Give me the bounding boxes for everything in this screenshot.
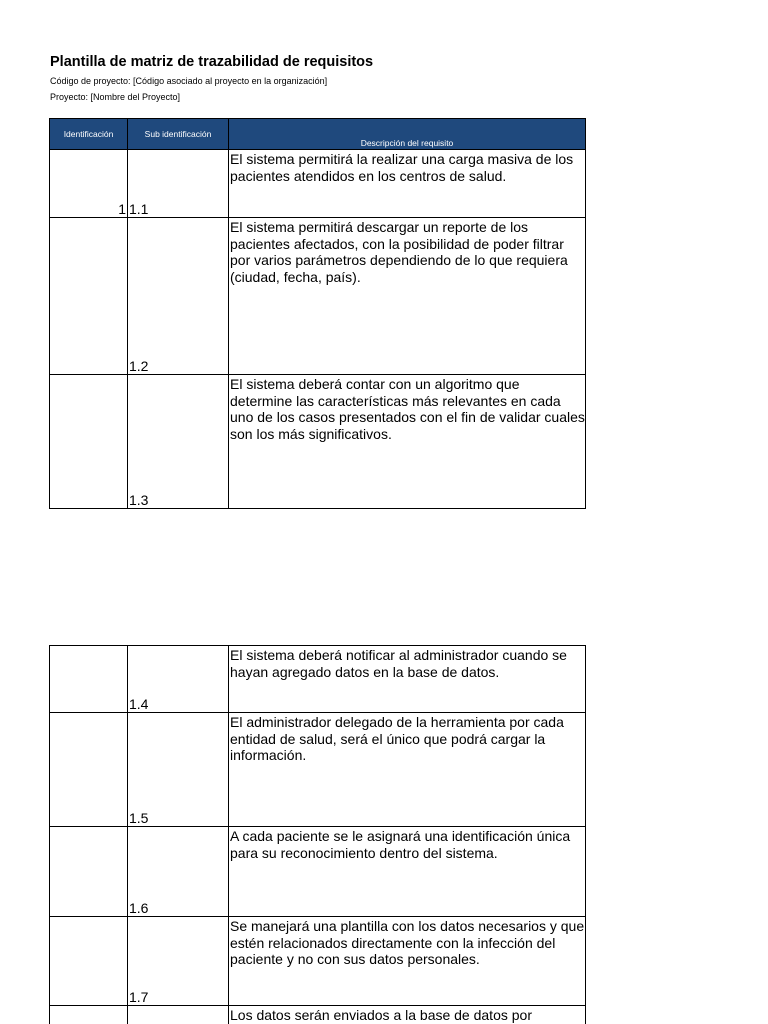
sub-id-value: 1.5 (129, 810, 149, 826)
description-cell: El administrador delegado de la herramienta por cada entidad de salud, será el único que podrá cargar la información. (229, 713, 586, 827)
sub-id-cell (128, 917, 229, 1006)
sub-id-value: 1.3 (129, 492, 149, 508)
sub-id-cell (128, 827, 229, 917)
table-row (50, 218, 586, 375)
sub-id-value: 1.7 (129, 989, 149, 1005)
description-cell: El sistema permitirá la realizar una carga masiva de los pacientes atendidos en los centros de salud. (229, 150, 586, 218)
column-header-id: Identificación (50, 119, 128, 150)
sub-id-value: 1.1 (129, 201, 149, 217)
description-cell: El sistema deberá notificar al administrador cuando se hayan agregado datos en la base de datos. (229, 646, 586, 713)
table-header-row (50, 119, 586, 150)
sub-id-cell (128, 646, 229, 713)
id-cell (50, 218, 128, 375)
column-header-sub-id: Sub identificación (128, 119, 229, 150)
description-cell: El sistema permitirá descargar un reporte de los pacientes afectados, con la posibilidad de poder filtrar por varios parámetros dependiendo de lo que requiera (ciudad, fecha, país). (229, 218, 586, 375)
sub-id-cell (128, 713, 229, 827)
table-row (50, 150, 586, 218)
id-cell (50, 150, 128, 218)
sub-id-cell (128, 218, 229, 375)
sub-id-cell (128, 150, 229, 218)
description-cell: Se manejará una plantilla con los datos necesarios y que estén relacionados directamente con la infección del paciente y no con sus datos personales. (229, 917, 586, 1006)
sub-id-cell (128, 1006, 229, 1024)
description-cell: A cada paciente se le asignará una identificación única para su reconocimiento dentro del sistema. (229, 827, 586, 917)
table-row (50, 1006, 586, 1024)
sub-id-value: 1.2 (129, 358, 149, 374)
id-cell (50, 375, 128, 509)
sub-id-value: 1.6 (129, 900, 149, 916)
description-cell: El sistema deberá contar con un algoritmo que determine las características más relevantes en cada uno de los casos presentados con el fin de validar cuales son los más significativos. (229, 375, 586, 509)
table-row (50, 713, 586, 827)
id-cell (50, 1006, 128, 1024)
table-row (50, 827, 586, 917)
table-row (50, 646, 586, 713)
table-row (50, 375, 586, 509)
id-value: 1 (118, 201, 126, 217)
sub-id-value: 1.4 (129, 696, 149, 712)
column-header-description: Descripción del requisito (229, 119, 586, 150)
project-code-line: Código de proyecto: [Código asociado al proyecto en la organización] (50, 76, 328, 86)
id-cell (50, 827, 128, 917)
requirements-table-continued (49, 645, 586, 1024)
id-cell (50, 917, 128, 1006)
project-name-line: Proyecto: [Nombre del Proyecto] (50, 92, 181, 102)
description-cell: Los datos serán enviados a la base de datos por (229, 1006, 586, 1024)
requirements-table (49, 118, 586, 509)
table-row (50, 917, 586, 1006)
document-title: Plantilla de matriz de trazabilidad de requisitos (50, 54, 374, 70)
id-cell (50, 646, 128, 713)
id-cell (50, 713, 128, 827)
sub-id-cell (128, 375, 229, 509)
